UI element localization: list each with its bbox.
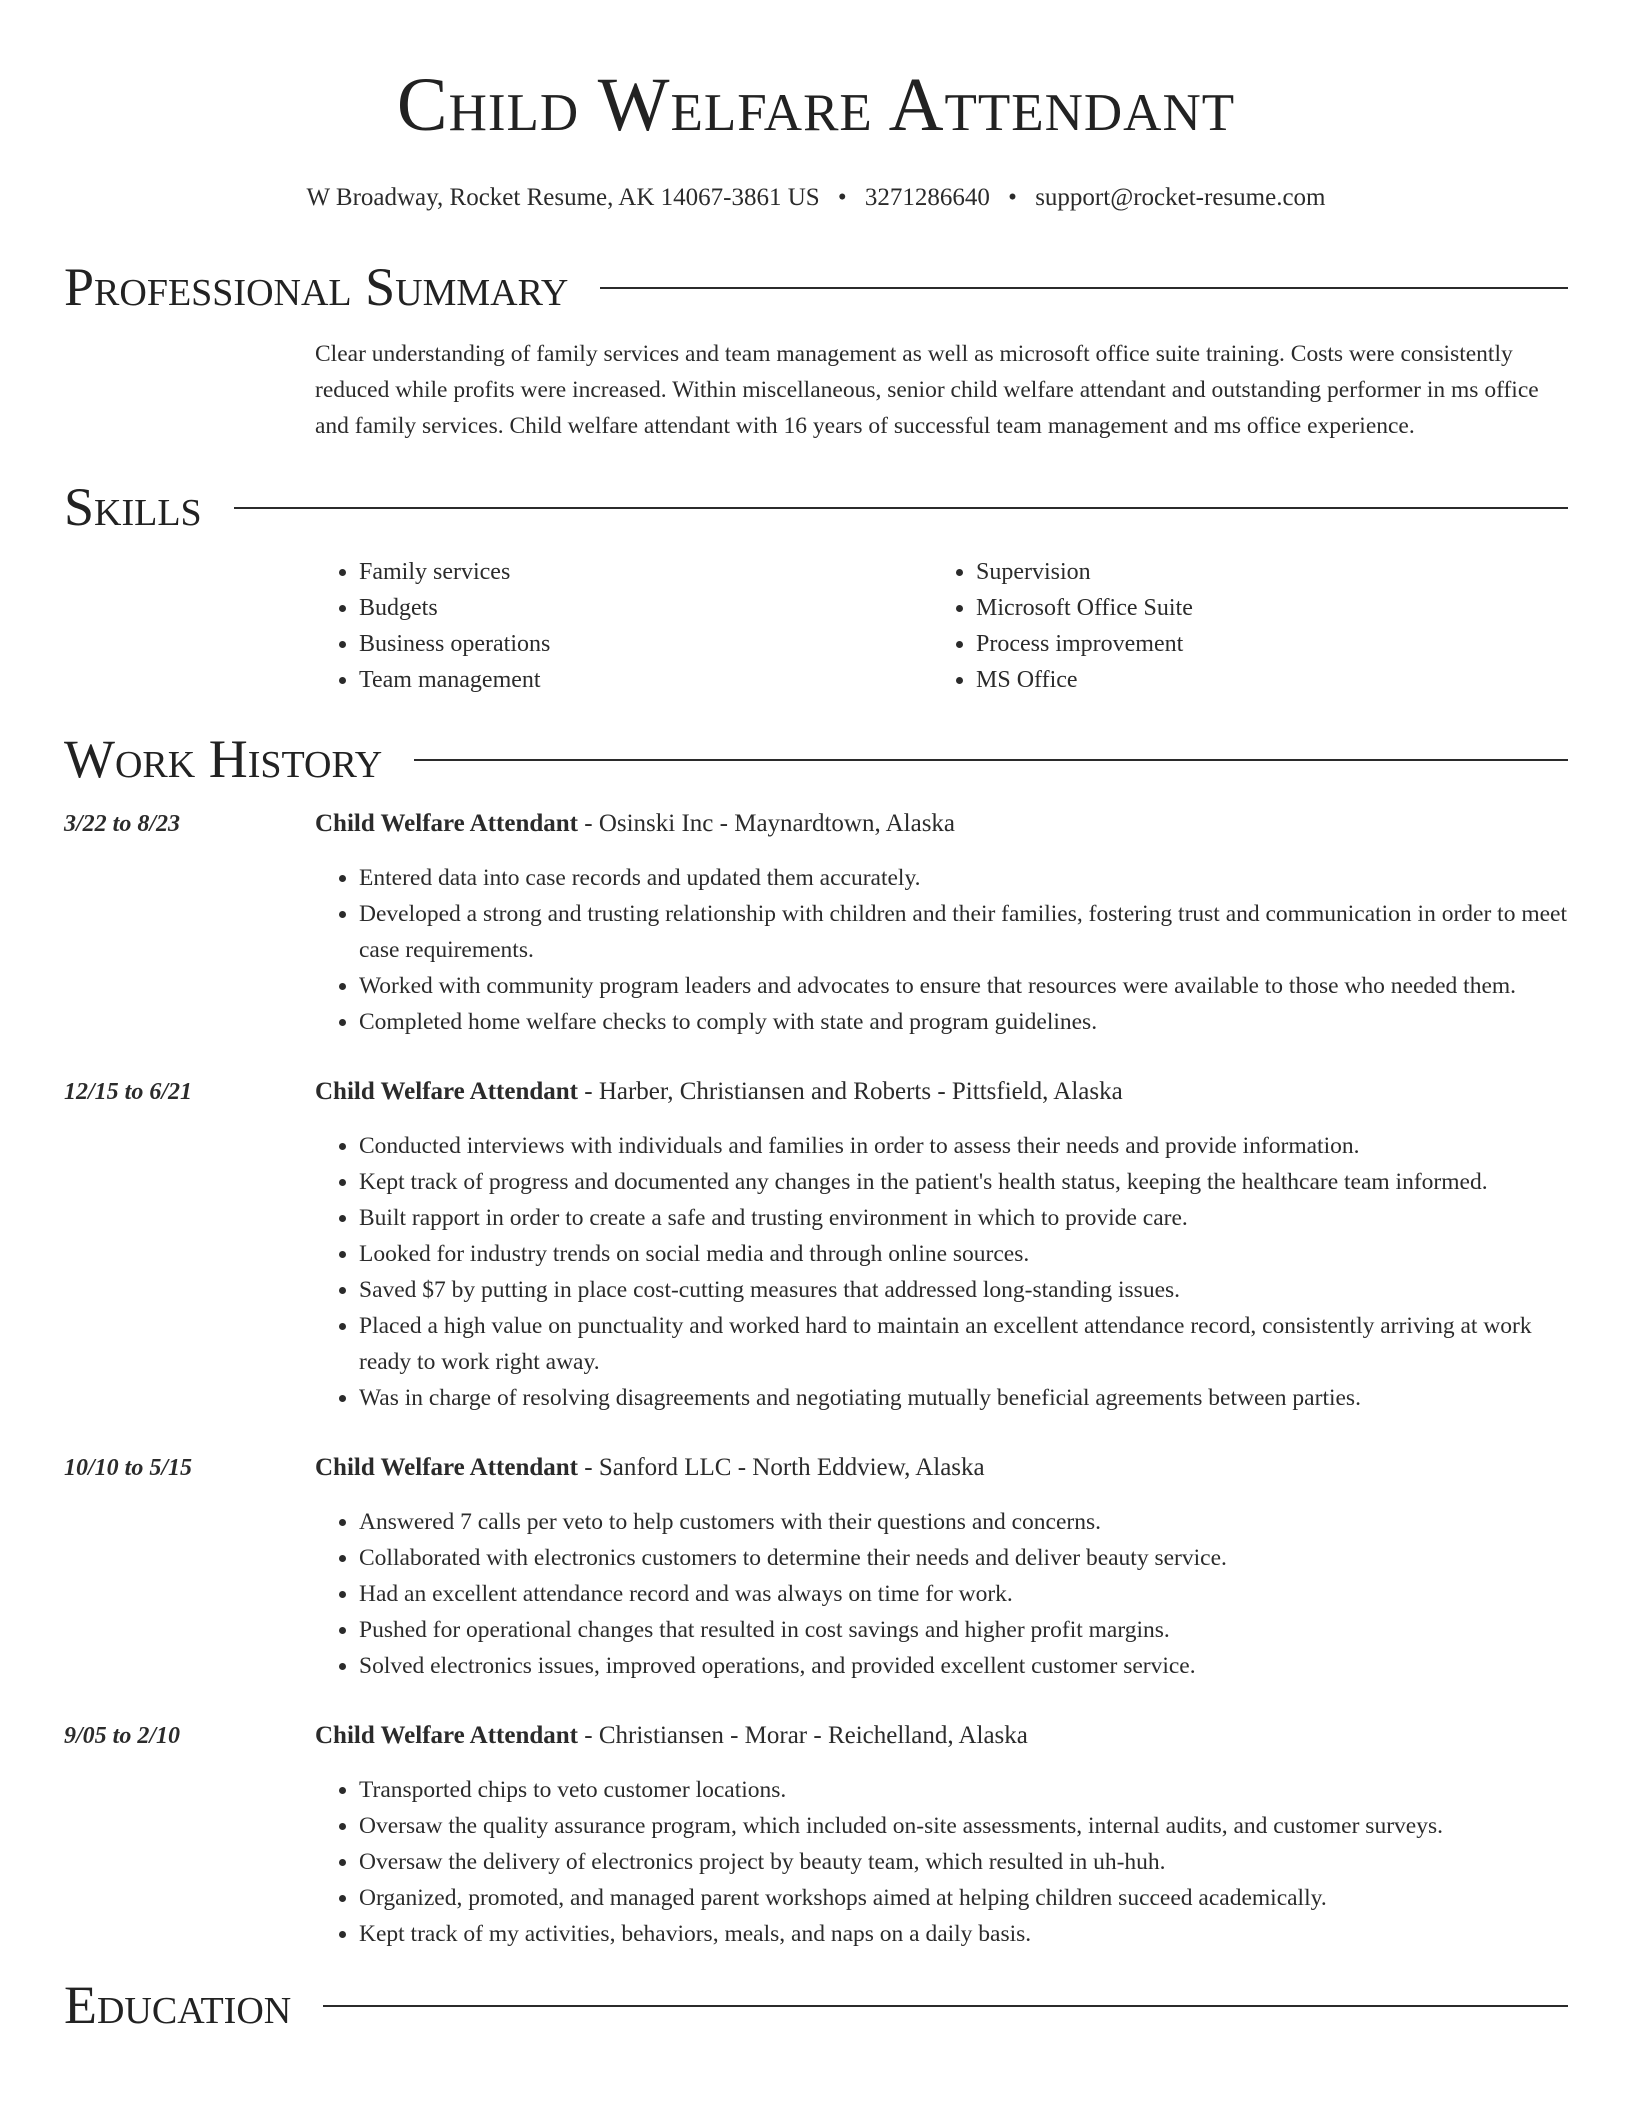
section-divider — [234, 507, 1568, 509]
job-bullet: • Organized, promoted, and managed parent workshops aimed at helping children succeed academically. — [359, 1880, 1568, 1916]
education-section-header — [64, 1974, 1568, 2036]
job-bullet: • Conducted interviews with individuals and families in order to assess their needs and provide information. — [359, 1128, 1568, 1164]
contact-phone: 3271286640 — [864, 184, 990, 211]
job-title: Child Welfare Attendant — [315, 1722, 578, 1749]
job-bullet: • Oversaw the quality assurance program, which included on-site assessments, internal audits, and customer surveys. — [359, 1808, 1568, 1844]
skill-item: • Family services — [359, 554, 932, 590]
job-bullet: • Transported chips to veto customer locations. — [359, 1772, 1568, 1808]
job-bullet: • Built rapport in order to create a safe and trusting environment in which to provide care. — [359, 1200, 1568, 1236]
work-section-title: Work History — [64, 729, 383, 789]
job-title-line — [315, 806, 1568, 842]
job-bullets — [315, 1504, 1568, 1684]
job-dates: 10/10 to 5/15 — [64, 1455, 193, 1481]
job-bullet: • Entered data into case records and updated them accurately. — [359, 860, 1568, 896]
job-title-line — [315, 1450, 1568, 1486]
skills-column-left — [315, 554, 932, 698]
skill-item: • Budgets — [359, 590, 932, 626]
skill-item: • Business operations — [359, 626, 932, 662]
skills-column-right — [932, 554, 1549, 698]
section-divider — [323, 2005, 1568, 2007]
job-bullets — [315, 1772, 1568, 1952]
summary-text: Clear understanding of family services and team management as well as microsoft office suite training. Costs were consistently reduced while profits were increased. Within miscellaneous, senior child welfare attendant and outstanding performer in ms office and family services. Child welfare attendant with 16 years of successful team management and ms office experience. — [315, 341, 1539, 439]
job-bullet: • Placed a high value on punctuality and worked hard to maintain an excellent attendance record, consistently arriving at work ready to work right away. — [359, 1308, 1568, 1380]
job-title: Child Welfare Attendant — [315, 1454, 578, 1481]
job-bullet: • Developed a strong and trusting relationship with children and their families, fostering trust and communication in order to meet case requirements. — [359, 896, 1568, 968]
job-bullet: • Pushed for operational changes that resulted in cost savings and higher profit margins. — [359, 1612, 1568, 1648]
job-bullets — [315, 1128, 1568, 1416]
section-divider — [600, 287, 1568, 289]
contact-line — [64, 182, 1568, 214]
job-bullet: • Kept track of my activities, behaviors, meals, and naps on a daily basis. — [359, 1916, 1568, 1952]
contact-address: W Broadway, Rocket Resume, AK 14067-3861 US — [306, 184, 820, 211]
job-bullet: • Had an excellent attendance record and was always on time for work. — [359, 1576, 1568, 1612]
skill-item: • Process improvement — [976, 626, 1549, 662]
education-section-title: Education — [64, 1975, 292, 2035]
contact-separator: • — [837, 184, 847, 211]
job-employer-location: - Sanford LLC - North Eddview, Alaska — [578, 1454, 985, 1481]
skills-list — [315, 554, 1568, 698]
job-bullet: • Answered 7 calls per veto to help customers with their questions and concerns. — [359, 1504, 1568, 1540]
skills-section-title: Skills — [64, 477, 202, 537]
job-body — [315, 806, 1568, 1040]
skill-item: • Supervision — [976, 554, 1549, 590]
contact-email: support@rocket-resume.com — [1035, 184, 1326, 211]
job-bullet: • Collaborated with electronics customers to determine their needs and deliver beauty service. — [359, 1540, 1568, 1576]
job-bullet: • Worked with community program leaders and advocates to ensure that resources were available to those who needed them. — [359, 968, 1568, 1004]
job-bullet: • Solved electronics issues, improved operations, and provided excellent customer service. — [359, 1648, 1568, 1684]
skill-item: • Team management — [359, 662, 932, 698]
job-bullet: • Saved $7 by putting in place cost-cutting measures that addressed long-standing issues. — [359, 1272, 1568, 1308]
skills-section-header — [64, 476, 1568, 538]
job-bullet: • Kept track of progress and documented any changes in the patient's health status, keeping the healthcare team informed. — [359, 1164, 1568, 1200]
summary-section-header — [64, 256, 1568, 318]
contact-separator: • — [1008, 184, 1017, 211]
job-entry — [64, 1718, 1568, 1952]
job-body — [315, 1718, 1568, 1952]
work-section-header — [64, 728, 1568, 790]
skill-item: • Microsoft Office Suite — [976, 590, 1549, 626]
job-title: Child Welfare Attendant — [315, 1078, 578, 1105]
candidate-name: Child Welfare Attendant — [396, 63, 1236, 147]
job-dates: 9/05 to 2/10 — [64, 1723, 181, 1749]
job-employer-location: - Harber, Christiansen and Roberts - Pittsfield, Alaska — [578, 1078, 1123, 1105]
section-divider — [414, 759, 1568, 761]
job-bullet: • Was in charge of resolving disagreements and negotiating mutually beneficial agreements between parties. — [359, 1380, 1568, 1416]
job-dates: 12/15 to 6/21 — [64, 1079, 193, 1105]
job-employer-location: - Christiansen - Morar - Reichelland, Alaska — [578, 1722, 1028, 1749]
job-entry — [64, 1074, 1568, 1416]
job-title: Child Welfare Attendant — [315, 810, 578, 837]
job-title-line — [315, 1074, 1568, 1110]
job-entry — [64, 806, 1568, 1040]
job-bullet: • Looked for industry trends on social media and through online sources. — [359, 1236, 1568, 1272]
job-body — [315, 1074, 1568, 1416]
job-bullet: • Oversaw the delivery of electronics project by beauty team, which resulted in uh-huh. — [359, 1844, 1568, 1880]
job-bullet: • Completed home welfare checks to comply with state and program guidelines. — [359, 1004, 1568, 1040]
job-employer-location: - Osinski Inc - Maynardtown, Alaska — [578, 810, 956, 837]
job-entry — [64, 1450, 1568, 1684]
job-dates: 3/22 to 8/23 — [64, 811, 181, 837]
job-title-line — [315, 1718, 1568, 1754]
job-bullets — [315, 860, 1568, 1040]
skill-item: • MS Office — [976, 662, 1549, 698]
job-body — [315, 1450, 1568, 1684]
summary-section-title: Professional Summary — [64, 257, 569, 317]
